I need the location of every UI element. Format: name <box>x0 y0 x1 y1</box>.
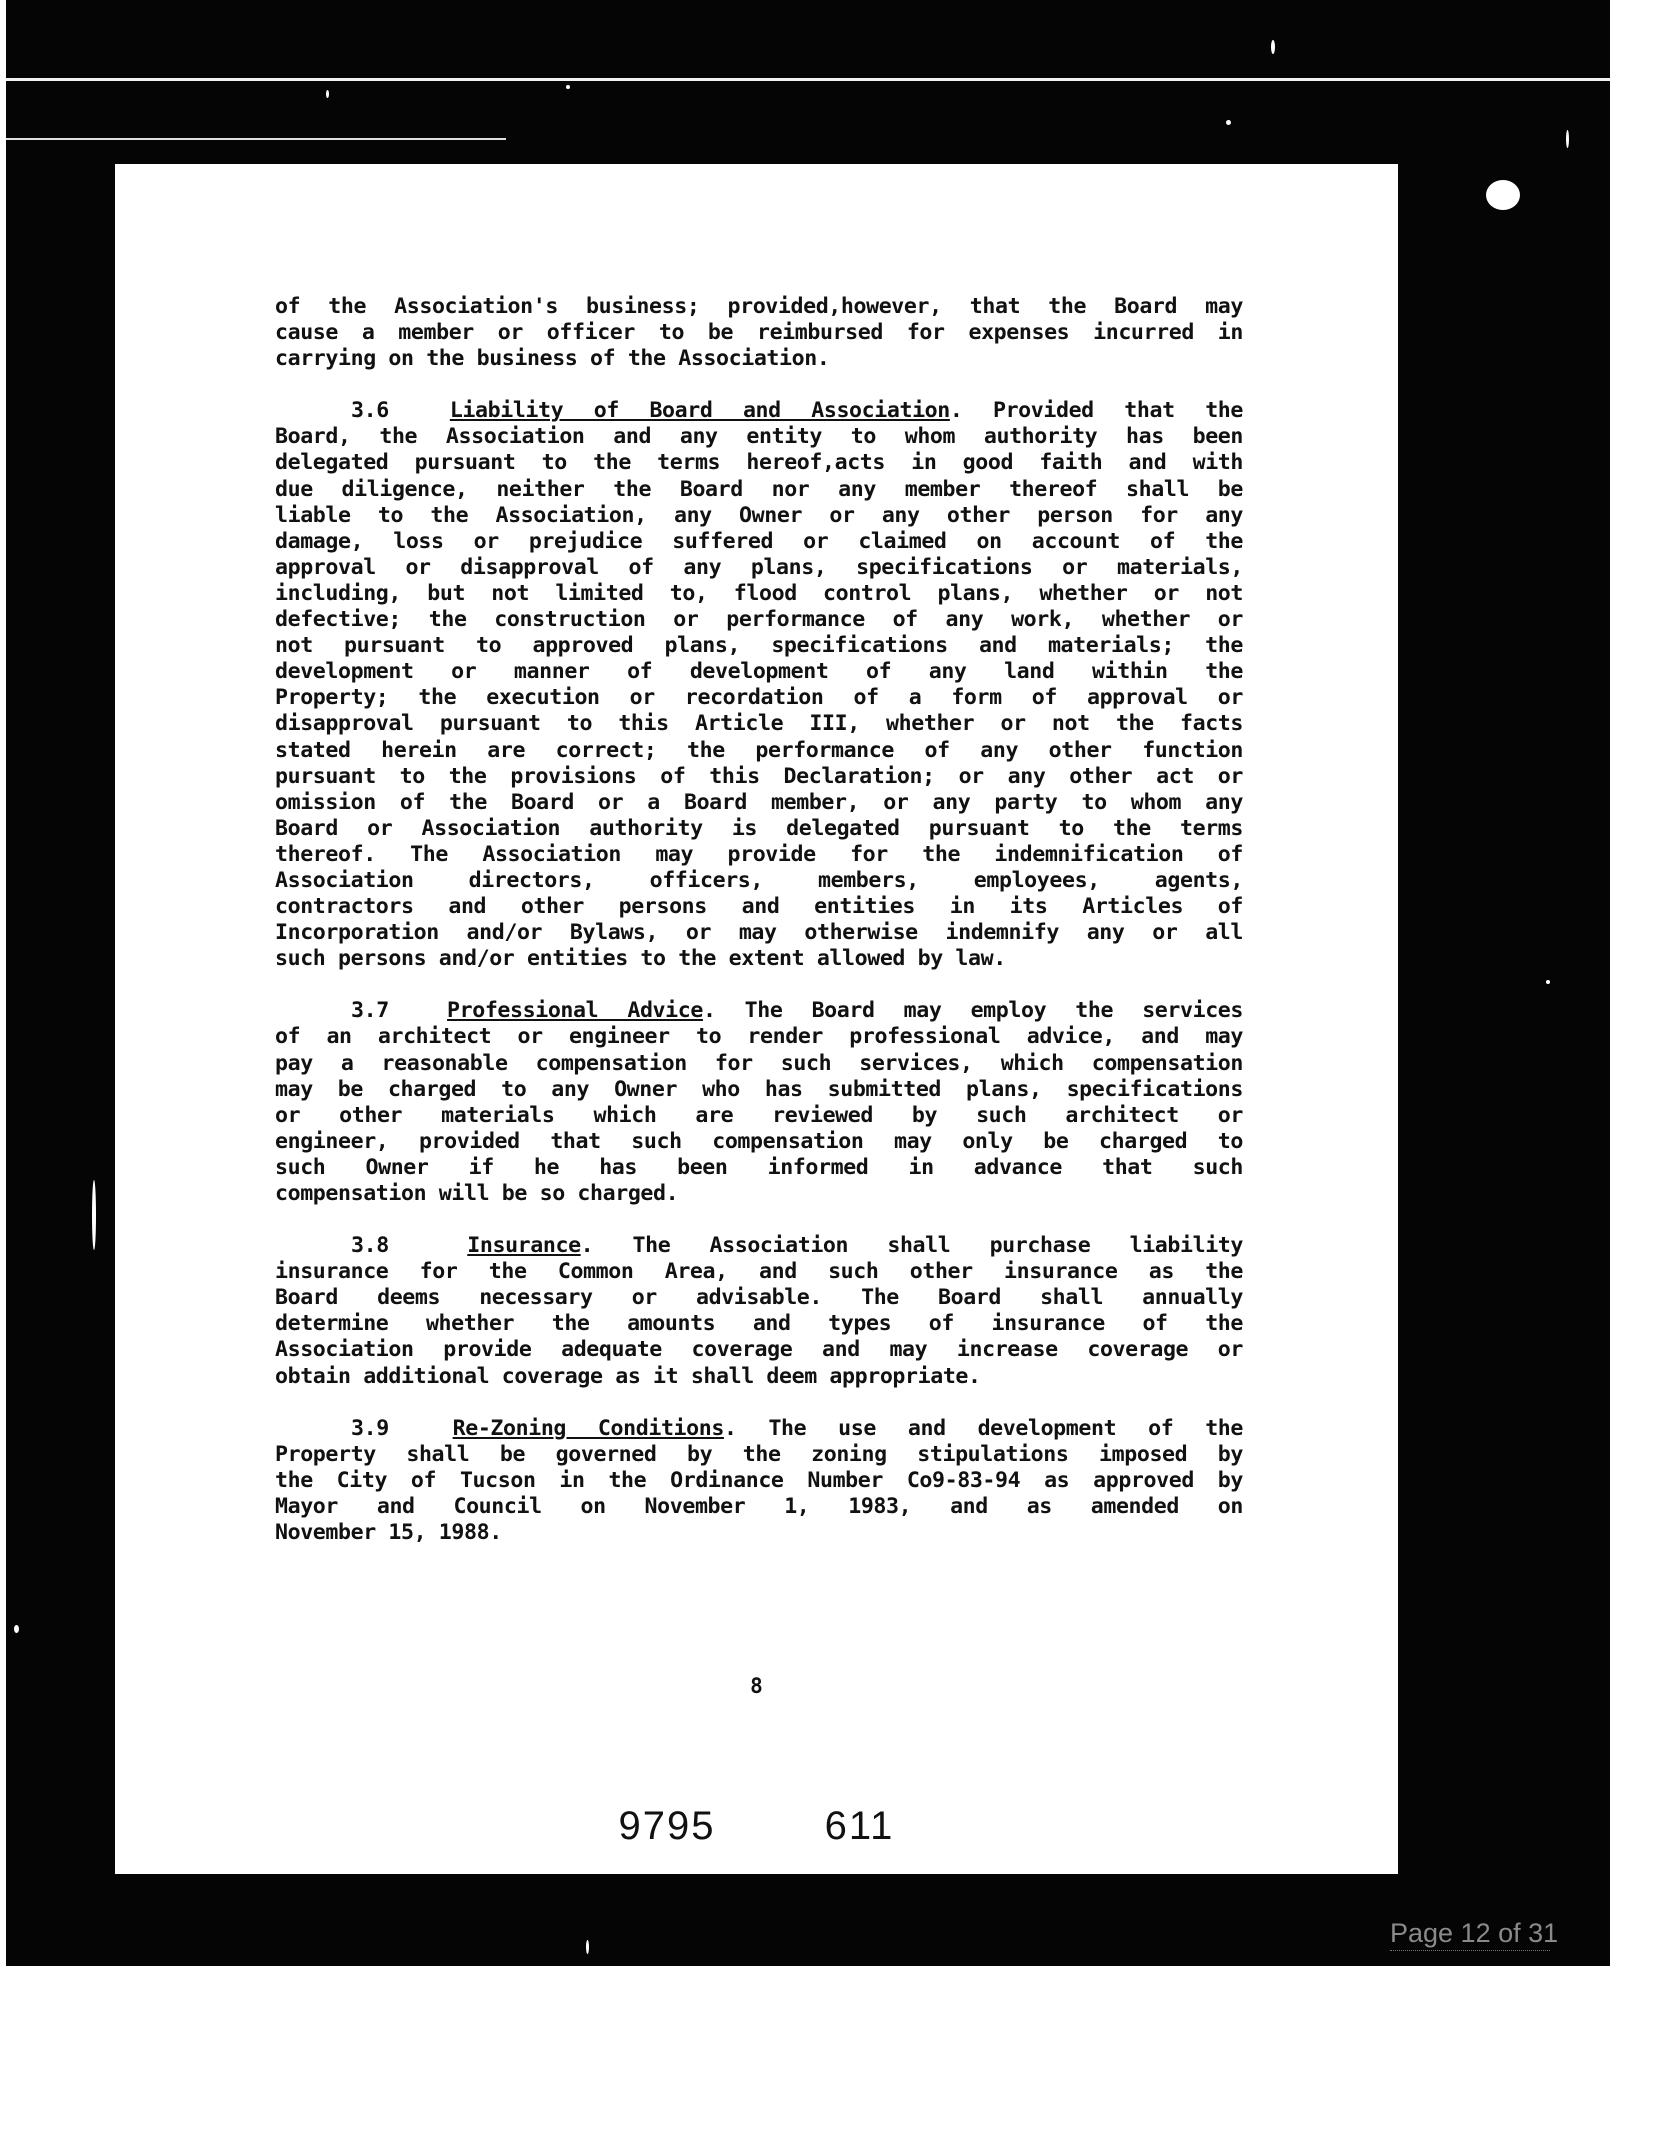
text-line: defective; the construction or performance of any work, whether or <box>275 607 1243 633</box>
text-line: due diligence, neither the Board nor any member thereof shall be <box>275 476 1243 502</box>
section-first-line-text: . Provided that the <box>949 398 1243 424</box>
text-line: delegated pursuant to the terms hereof,acts in good faith and with <box>275 450 1243 476</box>
text-line: of the Association's business; provided,however, that the Board may <box>275 294 1243 319</box>
section-heading: Professional Advice <box>447 998 703 1024</box>
scan-artifact-rule <box>6 138 506 140</box>
section-heading: Insurance <box>467 1233 581 1259</box>
text-line: Incorporation and/or Bylaws, or may otherwise indemnify any or all <box>275 920 1243 946</box>
section-number: 3.6 <box>351 398 389 424</box>
section-first-line-text: . The use and development of the <box>723 1415 1244 1441</box>
text-line: determine whether the amounts and types of insurance of the <box>275 1311 1243 1337</box>
scan-speck <box>1566 130 1569 148</box>
section-number: 3.9 <box>351 1415 389 1441</box>
text-line: Mayor and Council on November 1, 1983, and as amended on <box>275 1493 1243 1519</box>
scan-speck <box>92 1180 96 1250</box>
text-line: Association provide adequate coverage and may increase coverage or <box>275 1337 1243 1363</box>
text-line: such Owner if he has been informed in advance that such <box>275 1154 1243 1180</box>
scan-speck <box>1271 40 1275 54</box>
section-number: 3.8 <box>351 1233 389 1259</box>
text-line: November 15, 1988. <box>275 1520 502 1546</box>
text-line: liable to the Association, any Owner or any other person for any <box>275 502 1243 528</box>
text-line: Board or Association authority is delegated pursuant to the terms <box>275 815 1243 841</box>
scan-speck <box>1486 180 1520 210</box>
document-body <box>275 294 1243 1572</box>
scan-speck <box>1546 980 1550 984</box>
text-line: Board deems necessary or advisable. The Board shall annually <box>275 1285 1243 1311</box>
text-line: compensation will be so charged. <box>275 1181 679 1206</box>
paragraph-continuation <box>275 294 1243 372</box>
page-number: 8 <box>750 1674 763 1698</box>
scan-artifact-rule <box>6 78 1610 81</box>
text-line: or other materials which are reviewed by such architect or <box>275 1102 1243 1128</box>
text-line: may be charged to any Owner who has submitted plans, specifications <box>275 1076 1243 1102</box>
text-line: pay a reasonable compensation for such services, which compensation <box>275 1050 1243 1076</box>
scan-speck <box>326 90 329 98</box>
text-line: cause a member or officer to be reimbursed for expenses incurred in <box>275 320 1243 346</box>
page-indicator: Page 12 of 31 <box>1390 1918 1559 1948</box>
paragraph-first-line <box>275 398 1243 424</box>
text-line: insurance for the Common Area, and such other insurance as the <box>275 1259 1243 1285</box>
text-line: of an architect or engineer to render professional advice, and may <box>275 1024 1243 1050</box>
text-line: Property shall be governed by the zoning stipulations imposed by <box>275 1441 1243 1467</box>
text-line: Association directors, officers, members, employees, agents, <box>275 867 1243 893</box>
text-line: the City of Tucson in the Ordinance Number Co9-83-94 as approved by <box>275 1467 1243 1493</box>
book-page-stamp <box>115 1804 1398 1849</box>
book-page-number: 611 <box>824 1804 895 1848</box>
text-line: obtain additional coverage as it shall deem appropriate. <box>275 1363 981 1389</box>
paragraph-section <box>275 1233 1243 1390</box>
text-line: engineer, provided that such compensation may only be charged to <box>275 1128 1243 1154</box>
text-line: such persons and/or entities to the extent allowed by law. <box>275 946 1006 972</box>
document-page <box>115 164 1398 1874</box>
section-first-line-text: . The Board may employ the services <box>702 998 1243 1024</box>
text-line: carrying on the business of the Association. <box>275 346 830 372</box>
text-line: including, but not limited to, flood control plans, whether or not <box>275 580 1243 606</box>
text-line: approval or disapproval of any plans, specifications or materials, <box>275 554 1243 580</box>
text-line: damage, loss or prejudice suffered or claimed on account of the <box>275 528 1243 554</box>
book-number: 9795 <box>618 1804 716 1848</box>
section-heading: Liability of Board and Association <box>449 398 950 424</box>
scan-speck <box>586 1940 589 1954</box>
section-heading: Re-Zoning Conditions <box>452 1415 724 1441</box>
text-line: contractors and other persons and entities in its Articles of <box>275 894 1243 920</box>
paragraph-section <box>275 1416 1243 1546</box>
scan-speck <box>1226 120 1231 125</box>
paragraph-first-line <box>275 1233 1243 1259</box>
text-line: disapproval pursuant to this Article III, whether or not the facts <box>275 711 1243 737</box>
text-line: development or manner of development of any land within the <box>275 659 1243 685</box>
page-indicator-underline <box>1390 1950 1550 1959</box>
paragraph-first-line <box>275 998 1243 1024</box>
text-line: not pursuant to approved plans, specifications and materials; the <box>275 633 1243 659</box>
paragraph-section <box>275 998 1243 1207</box>
section-first-line-text: . The Association shall purchase liability <box>580 1233 1243 1259</box>
text-line: thereof. The Association may provide for the indemnification of <box>275 841 1243 867</box>
scan-speck <box>566 85 570 89</box>
scan-speck <box>14 1625 19 1633</box>
section-number: 3.7 <box>351 998 389 1024</box>
text-line: pursuant to the provisions of this Declaration; or any other act or <box>275 763 1243 789</box>
text-line: Property; the execution or recordation of a form of approval or <box>275 685 1243 711</box>
text-line: stated herein are correct; the performance of any other function <box>275 737 1243 763</box>
text-line: omission of the Board or a Board member, or any party to whom any <box>275 789 1243 815</box>
paragraph-first-line <box>275 1416 1243 1442</box>
text-line: Board, the Association and any entity to whom authority has been <box>275 424 1243 450</box>
paragraph-section <box>275 398 1243 972</box>
